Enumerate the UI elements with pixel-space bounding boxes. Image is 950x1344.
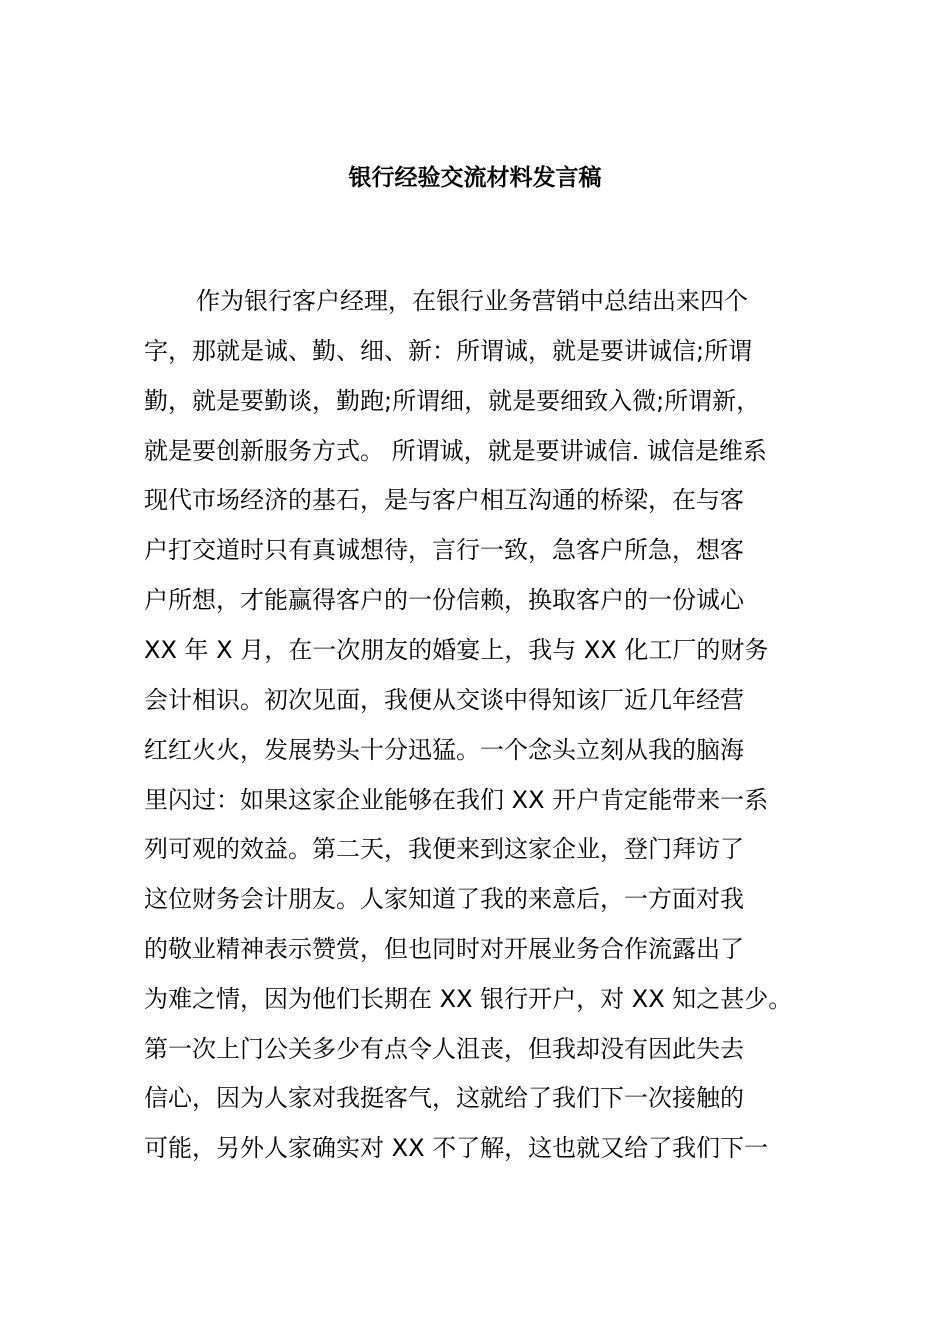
- paragraph-line: 会计相识。初次见面，我便从交谈中得知该厂近几年经营: [144, 686, 744, 714]
- paragraph-line: 可能，另外人家确实对 XX 不了解，这也就又给了我们下一: [144, 1134, 769, 1162]
- paragraph-line: 户打交道时只有真诚想待，言行一致，急客户所急，想客: [144, 536, 744, 564]
- paragraph-line: 这位财务会计朋友。人家知道了我的来意后，一方面对我: [144, 885, 744, 913]
- paragraph-line: 勤，就是要勤谈，勤跑;所谓细，就是要细致入微;所谓新，: [144, 387, 761, 415]
- paragraph-line: 列可观的效益。第二天，我便来到这家企业，登门拜访了: [144, 835, 744, 863]
- paragraph-line: 里闪过：如果这家企业能够在我们 XX 开户肯定能带来一系: [144, 786, 769, 814]
- document-title: 银行经验交流材料发言稿: [348, 165, 602, 191]
- paragraph-line: 为难之情，因为他们长期在 XX 银行开户，对 XX 知之甚少。: [144, 985, 793, 1013]
- paragraph-line: 的敬业精神表示赞赏，但也同时对开展业务合作流露出了: [144, 935, 744, 963]
- paragraph-line: 第一次上门公关多少有点令人沮丧，但我却没有因此失去: [144, 1035, 744, 1063]
- paragraph-line: 就是要创新服务方式。 所谓诚，就是要讲诚信. 诚信是维系: [144, 437, 767, 465]
- paragraph-line: 字，那就是诚、勤、细、新：所谓诚，就是要讲诚信;所谓: [144, 337, 753, 365]
- paragraph-line: 信心，因为人家对我挺客气，这就给了我们下一次接触的: [144, 1084, 744, 1112]
- paragraph-line: XX 年 X 月，在一次朋友的婚宴上，我与 XX 化工厂的财务: [144, 636, 769, 664]
- paragraph-line: 户所想，才能赢得客户的一份信赖，换取客户的一份诚心: [144, 586, 744, 614]
- paragraph-line: 现代市场经济的基石，是与客户相互沟通的桥梁，在与客: [144, 486, 744, 514]
- paragraph-line: 红红火火，发展势头十分迅猛。一个念头立刻从我的脑海: [144, 736, 744, 764]
- paragraph-line: 作为银行客户经理，在银行业务营销中总结出来四个: [196, 287, 748, 315]
